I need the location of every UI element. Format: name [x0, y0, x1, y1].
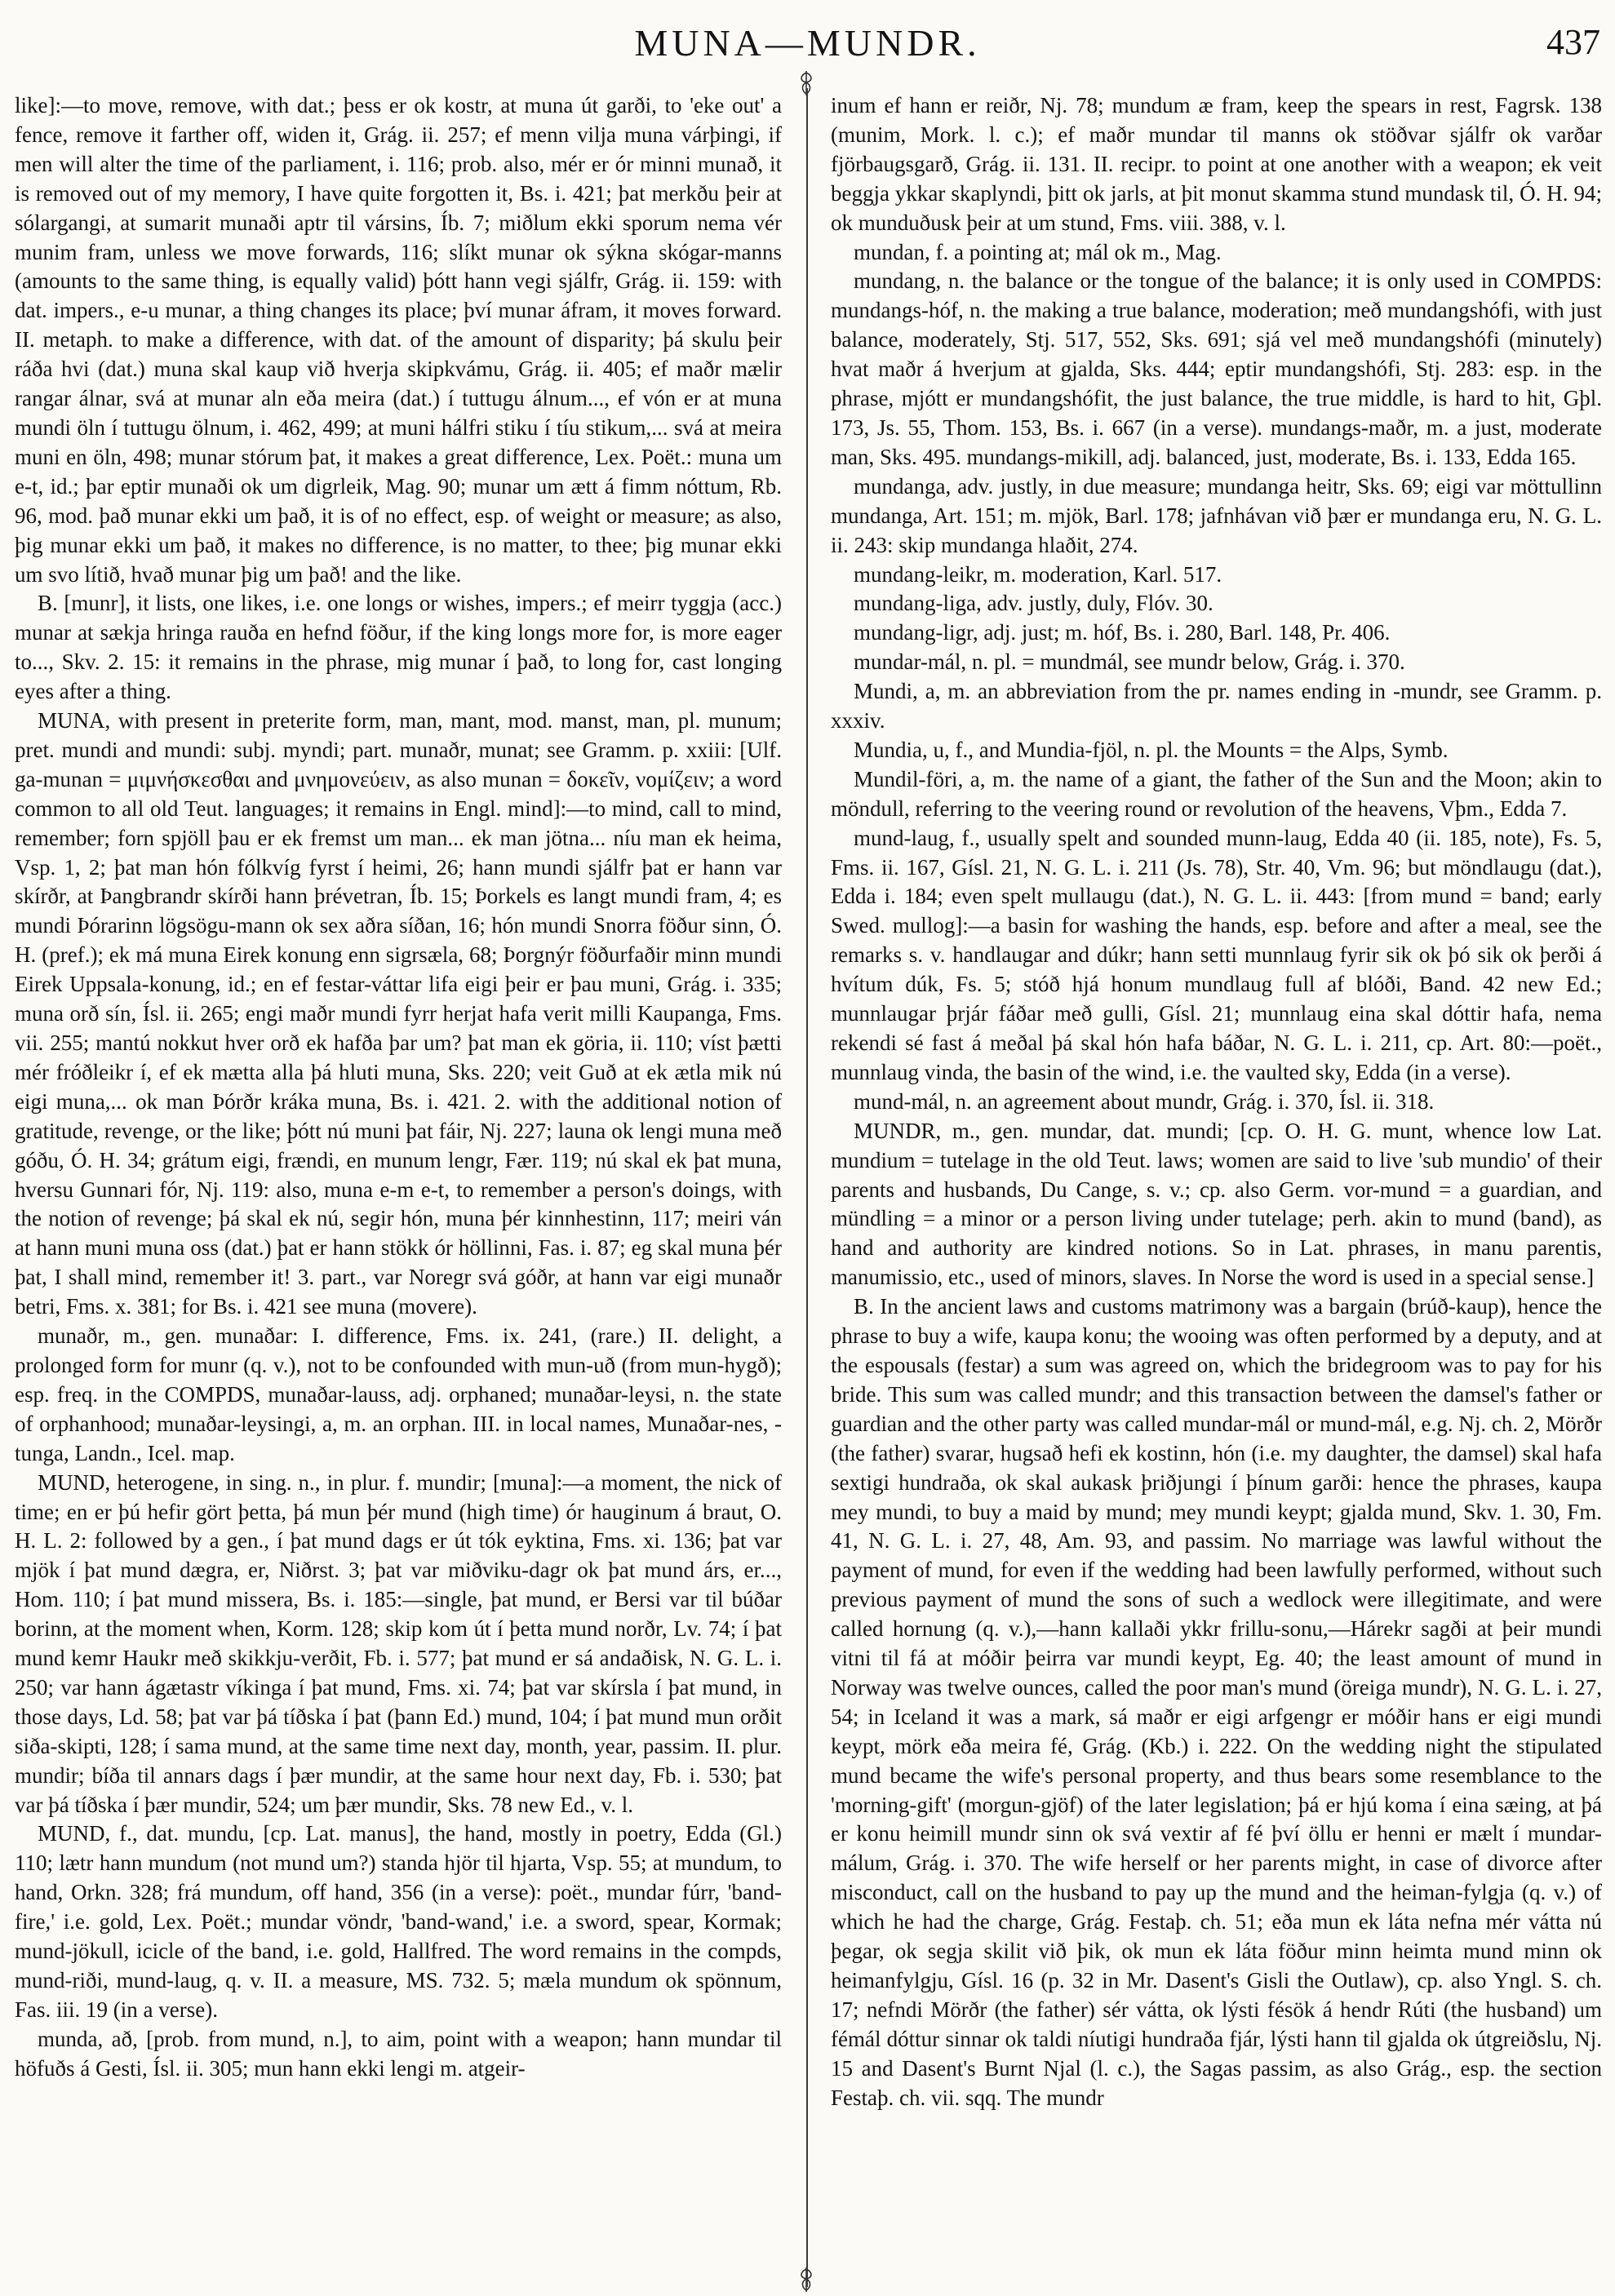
running-head [0, 18, 1615, 67]
left-column [15, 91, 782, 2286]
entry-munadr: munaðr, m., gen. munaðar: I. difference, Fms. ix. 241, (rare.) II. delight, a prolonged form for munr (q. v.), not to be confounded with mun-uð (from mun-hygð); esp. freq. in the COMPDS, munaðar-lauss, adj. orphaned; munaðar-leysi, n. the state of orphanhood; munaðar-leysingi, a, m. an orphan. III. in local names, Munaðar-nes, -tunga, Landn., Icel. map. [15, 1323, 782, 1465]
entry-munda: munda, að, [prob. from mund, n.], to aim, point with a weapon; hann mundar til höfuðs á Gesti, Ísl. ii. 305; mun hann ekki lengi m. atgeir- [15, 2026, 782, 2081]
entry-mundang-leikr: mundang-leikr, m. moderation, Karl. 517. [854, 561, 1222, 587]
entry-mundi: Mundi, a, m. an abbreviation from the pr. names ending in -mundr, see Gramm. p. xxxiv. [831, 679, 1602, 734]
entry-mund-hand: MUND, f., dat. mundu, [cp. Lat. manus], the hand, mostly in poetry, Edda (Gl.) 110; lætr hann mundum (not mund um?) standa hjör til hjarta, Vsp. 55; at mundum, to hand, Orkn. 328; frá mundum, off hand, 356 (in a verse): poët., mundar fúrr, 'band-fire,' i.e. gold, Lex. Poët.; mundar vöndr, 'band-wand,' i.e. a sword, spear, Kormak; mund-jökull, icicle of the band, i.e. gold, Hallfred. The word remains in the compds, mund-riði, mund-laug, q. v. II. a measure, MS. 732. 5; mæla mundum ok spönnum, Fas. iii. 19 (in a verse). [15, 1821, 782, 2022]
entry-mundanga: mundanga, adv. justly, in due measure; mundanga heitr, Sks. 69; eigi var möttullinn mundanga, Art. 151; m. mjök, Barl. 178; jafnhávan við þær er mundanga eru, N. G. L. ii. 243: skip mundanga hlaðit, 274. [831, 473, 1602, 557]
entry-mundar-mal: mundar-mál, n. pl. = mundmál, see mundr below, Grág. i. 370. [854, 649, 1405, 675]
entry-muna-lists: B. [munr], it lists, one likes, i.e. one longs or wishes, impers.; ef meirr tyggja (acc.) munar at sækja hringa rauða en hefnd föður, if the king longs more for, is more eager to..., Skv. 2. 15: it remains in the phrase, mig munar í það, to long for, cast longing eyes after a thing. [15, 591, 782, 704]
entry-muna-remember: MUNA, with present in preterite form, man, mant, mod. manst, man, pl. munum; pret. mundi and mundi: subj. myndi; part. munaðr, munat; see Gramm. p. xxiii: [Ulf. ga-munan = μιμνήσκεσθαι and μνημονεύειν, as also munan = δοκεῖν, νομίζειν; a word common to all old Teut. languages; it remains in Engl. mind]:—to mind, call to mind, remember; forn spjöll þau er ek fremst um man... ek man jötna... níu man ek heima, Vsp. 1, 2; þat man hón fólkvíg fyrst í heimi, 26; hann mundi sjálfr þat er hann var skírðr, at Þangbrandr skírði hann þrévetran, Íb. 15; Þorkels es langt mundi fram, 4; es mundi Þórarinn lögsögu-mann ok sex aðra síðan, 16; hón mundi Snorra föður sinn, Ó. H. (pref.); ek má muna Eirek konung enn sigrsæla, 68; Þorgnýr föðurfaðir minn mundi Eirek Uppsala-konung, id.; en ef festar-váttar lifa eigi þeir er þau muni, Grág. i. 335; muna orð sín, Ísl. ii. 265; engi maðr mundi fyrr herjat hafa verit milli Kaupanga, Fms. vii. 255; mantú nokkut hver orð ek hafða þar um? þat man ek göria, ii. 110; víst þætti mér fróðleikr í, ef ek mætta alla þá hluti muna, Sks. 220; veit Guð at ek ætla mik nú eigi muna,... ok man Þórðr kráka muna, Bs. i. 421. 2. with the additional notion of gratitude, revenge, or the like; þótt nú muni þat fáir, Nj. 227; launa ok lengi muna með góðu, Ó. H. 34; grátum eigi, frændi, en munum lengr, Fær. 119; nú skal ek þat muna, hversu Gunnari fór, Nj. 119: also, muna e-m e-t, to remember a person's doings, with the notion of revenge; þá skal ek nú, segir hón, muna þér kinnhestinn, 117; meiri ván at hann muni muna oss (dat.) þat er hann stökk ór höllinni, Fas. i. 87; eg skal muna þér þat, I shall mind, remember it! 3. part., var Noregr svá góðr, at hann var eigi munaðr betri, Fms. x. 381; for Bs. i. 421 see muna (movere). [15, 708, 782, 1319]
entry-mundang: mundang, n. the balance or the tongue of the balance; it is only used in COMPDS: mundangs-hóf, n. the making a true balance, moderation; með mundangshófi, with just balance, moderately, Stj. 517, 552, Sks. 691; sjá vel með mundangshófi (minutely) hvat maðr á hverjum at gjalda, Sks. 444; eptir mundangshófi, Stj. 283: esp. in the phrase, mjótt er mundangshófit, the just balance, the true middle, is hard to hit, Gþl. 173, Js. 55, Thom. 153, Bs. i. 667 (in a verse). mundangs-maðr, m. a just, moderate man, Sks. 495. mundangs-mikill, adj. balanced, just, moderate, Bs. i. 133, Edda 165. [831, 268, 1602, 469]
entry-mund-mal: mund-mál, n. an agreement about mundr, Grág. i. 370, Ísl. ii. 318. [854, 1088, 1435, 1114]
entry-mund-moment: MUND, heterogene, in sing. n., in plur. f. mundir; [muna]:—a moment, the nick of time; en er þú hefir gört þetta, þá mun þér mund (high time) ór hauginum á braut, O. H. L. 2: followed by a gen., í þat mund dags er út tók eyktina, Fms. xi. 136; þat var mjök í þat mund dægra, er, Niðrst. 3; þat var miðviku-dagr ok þat mund árs, er..., Hom. 110; í þat mund missera, Bs. i. 185:—single, þat mund, er Bersi var til búðar borinn, at the moment when, Korm. 128; skip kom út í þetta mund norðr, Lv. 74; í þat mund kemr Haukr með skikkju-verðit, Fb. i. 577; þat mund er sá andaðisk, N. G. L. i. 250; var hann ágætastr víkinga í þat mund, Fms. xi. 74; þat var skírsla í þat mund, in those days, Ld. 58; þat var þá tíðska í þat (þann Ed.) mund, 104; í þat mund mun orðit siða-skipti, 128; í sama mund, at the same time next day, month, year, passim. II. plur. mundir; bíða til annars dags í þær mundir, at the same hour next day, Fb. i. 530; þat var þá tíðska í þær mundir, 524; um þær mundir, Sks. 78 new Ed., v. l. [15, 1469, 782, 1817]
entry-mundia: Mundia, u, f., and Mundia-fjöl, n. pl. the Mounts = the Alps, Symb. [854, 737, 1449, 762]
entry-mundang-liga: mundang-liga, adv. justly, duly, Flóv. 30. [854, 591, 1213, 616]
column-divider [806, 88, 808, 2287]
entry-mund-laug: mund-laug, f., usually spelt and sounded munn-laug, Edda 40 (ii. 185, note), Fs. 5, Fms. ii. 167, Gísl. 21, N. G. L. i. 211 (Js. 78), Str. 40, Vm. 96; but möndlaugu (dat.), Edda i. 184; even spelt mullaugu (dat.), N. G. L. ii. 443: [from mund = band; early Swed. mullog]:—a basin for washing the hands, esp. before and after a meal, see the remarks s. v. handlaugar and dúkr; hann setti munnlaug fyrir sik ok þó sik ok þerði á hvítum dúk, Fs. 5; stóð hjá honum mundlaug full af blóði, Band. 42 new Ed.; munnlaugar þrjár fáðar með gulli, Gísl. 21; munnlaug eina skal dóttir hafa, nema rekendi sé fast á meðal þá skal hón hafa báðar, N. G. L. i. 211, cp. Art. 80:—poët., munnlaug vinda, the basin of the wind, i.e. the vaulted sky, Edda (in a verse). [831, 825, 1602, 1084]
right-column [831, 91, 1602, 2286]
entry-muna-move-cont: like]:—to move, remove, with dat.; þess er ok kostr, at muna út garði, to 'eke out' a fence, remove it farther off, widen it, Grág. ii. 257; ef menn vilja muna várþingi, if men will alter the time of the parliament, i. 116; prob. also, mér er ór minni munað, it is removed out of my memory, I have quite forgotten it, Bs. i. 421; þat merkðu þeir at sólargangi, at sumarit munaði aptr til vársins, Íb. 7; miðlum ekki sporum nema vér munim fram, unless we move forwards, 116; slíkt munar ok sýkna skógar-manns (amounts to the same thing, is equally valid) þótt hann vegi sjálfr, Grág. ii. 159: with dat. impers., e-u munar, a thing changes its place; því munar áfram, it moves forward. II. metaph. to make a difference, with dat. of the amount of disparity; þá skulu þeir ráða hvi (dat.) muna skal kaup við hverja skipkvámu, Grág. ii. 405; ef maðr mælir rangar álnar, svá at munar aln eða meira (dat.) í tuttugu álnum..., ef vón er at muna mundi öln í tuttugu ölnum, i. 462, 499; at muni hálfri stiku í tíu stikum,... svá at meira muni en öln, 498; munar stórum þat, it makes a great difference, Lex. Poët.: muna um e-t, id.; þar eptir munaði ok um digrleik, Mag. 90; munar um ætt á fimm nóttum, Rb. 96, mod. það munar ekki um það, it is of no effect, esp. of weight or measure; as also, þig munar ekki um það, it makes no difference, is no matter, to thee; þig munar ekki um svo lítið, hvað munar þig um það! and the like. [15, 93, 782, 587]
entry-mundan: mundan, f. a pointing at; mál ok m., Mag. [854, 239, 1222, 264]
entry-munda-cont: inum ef hann er reiðr, Nj. 78; mundum æ fram, keep the spears in rest, Fagrsk. 138 (munim, Mork. l. c.); ef maðr mundar til manns ok stöðvar sjálfr ok varðar fjörbaugsgarð, Grág. ii. 131. II. recipr. to point at one another with a weapon; ek veit beggja ykkar skaplyndi, þitt ok jarls, at þit monut skamma stund mundask til, Ó. H. 94; ok munduðusk þeir at um stund, Fms. viii. 388, v. l. [831, 93, 1602, 235]
entry-mundang-ligr: mundang-ligr, adj. just; m. hóf, Bs. i. 280, Barl. 148, Pr. 406. [854, 620, 1391, 645]
page-number: 437 [1546, 22, 1600, 62]
running-title: MUNA—MUNDR. [634, 22, 981, 64]
entry-mundr: MUNDR, m., gen. mundar, dat. mundi; [cp. O. H. G. munt, whence low Lat. mundium = tutelage in the old Teut. laws; women are said to live 'sub mundio' of their parents and husbands, Du Cange, s. v.; cp. also Germ. vor-mund = a guardian, and mündling = a minor or a person living under tutelage; perh. akin to mund (band), as hand and authority are kindred notions. So in Lat. phrases, in manu parentis, manumissio, etc., used of minors, slaves. In Norse the word is used in a special sense.] [831, 1118, 1602, 1290]
entry-mundr-b: B. In the ancient laws and customs matrimony was a bargain (brúð-kaup), hence the phrase to buy a wife, kaupa konu; the wooing was often performed by a deputy, and at the espousals (festar) a sum was agreed on, which the bridegroom was to pay for his bride. This sum was called mundr; and this transaction between the damsel's father or guardian and the other party was called mundar-mál or mund-mál, e.g. Nj. ch. 2, Mörðr (the father) svarar, hugsað hefi ek kostinn, hón (i.e. my daughter, the damsel) skal hafa sextigi hundraða, ok skal aukask þriðjungi í þínum garði: hence the phrases, kaupa mey mundi, to buy a maid by mund; mey mundi keypt; gjalda mund, Skv. 1. 30, Fm. 41, N. G. L. i. 27, 48, Am. 93, and passim. No marriage was lawful without the payment of mund, for even if the wedding had been lawfully performed, without such previous payment of mund the sons of such a wedlock were illegitimate, and were called hornung (q. v.),—hann kallaði ykkr frillu-sonu,—Hárekr sagði at þeir mundi vitni til fá at móðir þeirra var mundi keypt, Eg. 40; the least amount of mund in Norway was twelve ounces, called the poor man's mund (öreiga mundr), N. G. L. i. 27, 54; in Iceland it was a mark, sá maðr er eigi arfgengr er móðir hans er eigi mundi keypt, mörk eða meira fé, Grág. (Kb.) i. 222. On the wedding night the stipulated mund became the wife's personal property, and thus bears some resemblance to the 'morning-gift' (morgun-gjöf) of the later legislation; þá er hjú koma í eina sæing, at þá er konu heimill mundr sinn ok svá vextir af fé því öllu er henni er mælt í mundar-málum, Grág. i. 370. The wife herself or her parents might, in case of divorce after misconduct, call on the husband to pay up the mund and the heiman-fylgja (q. v.) of which he had the charge, Grág. Festaþ. ch. 51; eða mun ek láta nefna mér vátta nú þegar, ok segja skilit við þik, ok mun ek láta föður minn heimta mund minn ok heimanfylgju, Gísl. 16 (p. 32 in Mr. Dasent's Gisli the Outlaw), cp. also Yngl. S. ch. 17; nefndi Mörðr (the father) sér vátta, ok lýsti fésök á hendr Rúti (the husband) um fémál dóttur sinnar ok taldi níutigi hundraða fjár, lýsti hann til gjalda ok útgreiðslu, Nj. 15 and Dasent's Burnt Njal (l. c.), the Sagas passim, as also Grág., esp. the section Festaþ. ch. vii. sqq. The mundr [831, 1294, 1602, 2110]
column-ornament-bottom-icon [793, 2267, 819, 2293]
entry-mundil-fori: Mundil-föri, a, m. the name of a giant, the father of the Sun and the Moon; akin to möndull, referring to the veering round or revolution of the heavens, Vþm., Edda 7. [831, 766, 1602, 821]
